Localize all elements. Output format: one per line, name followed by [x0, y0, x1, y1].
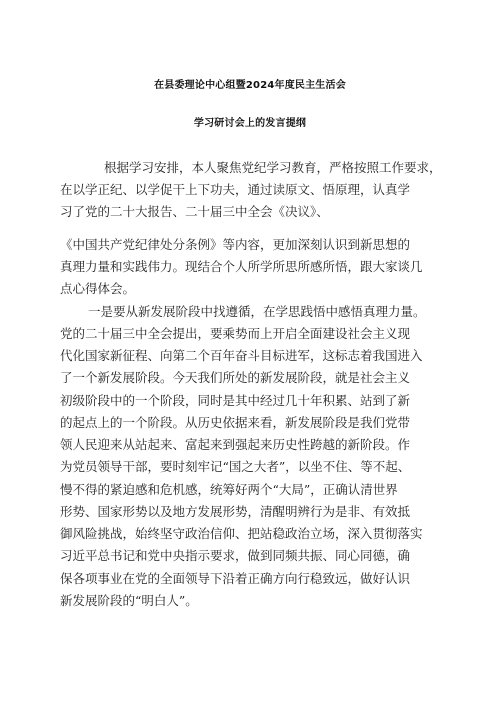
body-line: 保各项事业在党的全面领导下沿着正确方向行稳致远，做好认识: [60, 571, 411, 586]
body-line: 为党员领导干部，要时刻牢记“国之大者”，以坐不住、等不起、: [60, 459, 411, 474]
body-line: 《中国共产党纪律处分条例》等内容，更加深刻认识到新思想的: [60, 237, 411, 252]
body-line: 新发展阶段的“明白人”。: [60, 593, 198, 608]
body-line: 领人民迎来从站起来、富起来到强起来历史性跨越的新阶段。作: [60, 437, 411, 452]
body-line: 习了党的二十大报告、二十届三中全会《决议》、: [60, 204, 329, 219]
body-line: 一是要从新发展阶段中找遵循，在学思践悟中感悟真理力量。: [88, 304, 426, 319]
body-line: 党的二十届三中全会提出，要乘势而上开启全面建设社会主义现: [60, 326, 411, 341]
body-line: 代化国家新征程、向第二个百年奋斗目标进军，这标志着我国进入: [60, 348, 423, 363]
body-line: 了一个新发展阶段。今天我们所处的新发展阶段，就是社会主义: [60, 370, 411, 385]
document-title-line-1: 在县委理论中心组暨2024年度民主生活会: [154, 80, 346, 91]
body-line: 慢不得的紧迫感和危机感，统筹好两个“大局”，正确认清世界: [60, 482, 398, 497]
body-line: 真理力量和实践伟力。现结合个人所学所思所感所悟，跟大家谈几: [60, 259, 423, 274]
document-title-line-2: 学习研讨会上的发言提纲: [193, 118, 307, 129]
body-line: 习近平总书记和党中央指示要求，做到同频共振、同心同德，确: [60, 548, 411, 563]
body-line: 点心得体会。: [60, 281, 136, 296]
body-line: 的起点上的一个阶段。从历史依据来看，新发展阶段是我们党带: [60, 415, 411, 430]
body-line: 初级阶段中的一个阶段，同时是其中经过几十年积累、站到了新: [60, 393, 411, 408]
body-line: 形势、国家形势以及地方发展形势，清醒明辨行为是非、有效抵: [60, 504, 411, 519]
body-line: 在以学正纪、以学促干上下功夫，通过读原文、悟原理，认真学: [60, 182, 411, 197]
body-line: 御风险挑战，始终坚守政治信仰、把站稳政治立场，深入贯彻落实: [60, 526, 423, 541]
body-line: 根据学习安排，本人聚焦党纪学习教育，严格按照工作要求，: [104, 160, 442, 175]
